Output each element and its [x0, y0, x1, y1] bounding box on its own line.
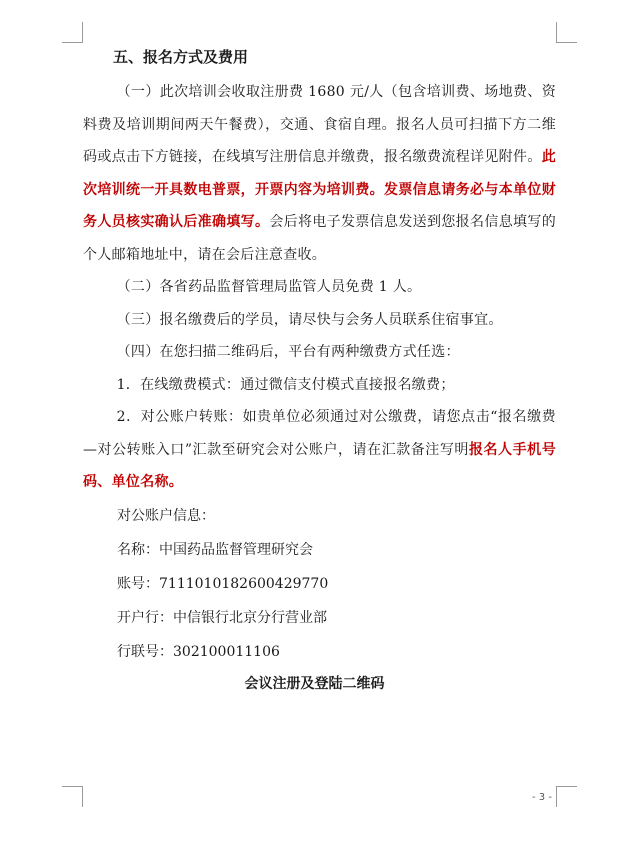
crop-mark-top-right [556, 22, 577, 43]
crop-mark-bottom-right [556, 786, 577, 807]
invoice-delivery-text: 会后将电子发票信息发送到您报名信息填写的个人邮箱地址中，请在会后注意查收。 [83, 214, 556, 263]
page-number: - 3 - [532, 792, 552, 803]
fee-paragraph [83, 76, 556, 271]
section-heading: 五、报名方式及费用 [113, 48, 249, 66]
transfer-payment-paragraph [83, 401, 556, 499]
qr-code-caption: 会议注册及登陆二维码 [244, 675, 385, 692]
account-bank-code: 行联号：302100011106 [117, 643, 280, 660]
account-number: 账号：7111010182600429770 [117, 575, 329, 592]
account-name: 名称：中国药品监督管理研究会 [117, 541, 313, 558]
page-content [83, 44, 556, 699]
account-info-title: 对公账户信息： [117, 507, 215, 524]
online-payment-paragraph: 1．在线缴费模式：通过微信支付模式直接报名缴费； [116, 376, 455, 393]
fee-text: （一）此次培训会收取注册费 1680 元/人（包含培训费、场地费、资料费及培训期间两天午餐费），交通、食宿自理。报名人员可扫描下方二维码或点击下方链接，在线填写注册信息并缴费，报名缴费流程详见附件。 [83, 84, 556, 165]
transfer-text: 2．对公账户转账：如贵单位必须通过对公缴费，请您点击“报名缴费—对公转账入口”汇款至研究会对公账户，请在汇款备注写明 [83, 409, 556, 458]
crop-mark-bottom-left [62, 786, 83, 807]
accommodation-paragraph: （三）报名缴费后的学员，请尽快与会务人员联系住宿事宜。 [116, 311, 503, 328]
transfer-remark-notice: 报名人手机号码、单位名称。 [83, 441, 556, 490]
account-bank: 开户行：中信银行北京分行营业部 [117, 609, 327, 626]
free-quota-paragraph: （二）各省药品监督管理局监管人员免费 1 人。 [116, 279, 422, 295]
crop-mark-top-left [62, 22, 83, 43]
payment-methods-paragraph: （四）在您扫描二维码后，平台有两种缴费方式任选： [116, 344, 460, 360]
invoice-notice: 此次培训统一开具数电普票，开票内容为培训费。发票信息请务必与本单位财务人员核实确认后准确填写。 [83, 149, 556, 230]
